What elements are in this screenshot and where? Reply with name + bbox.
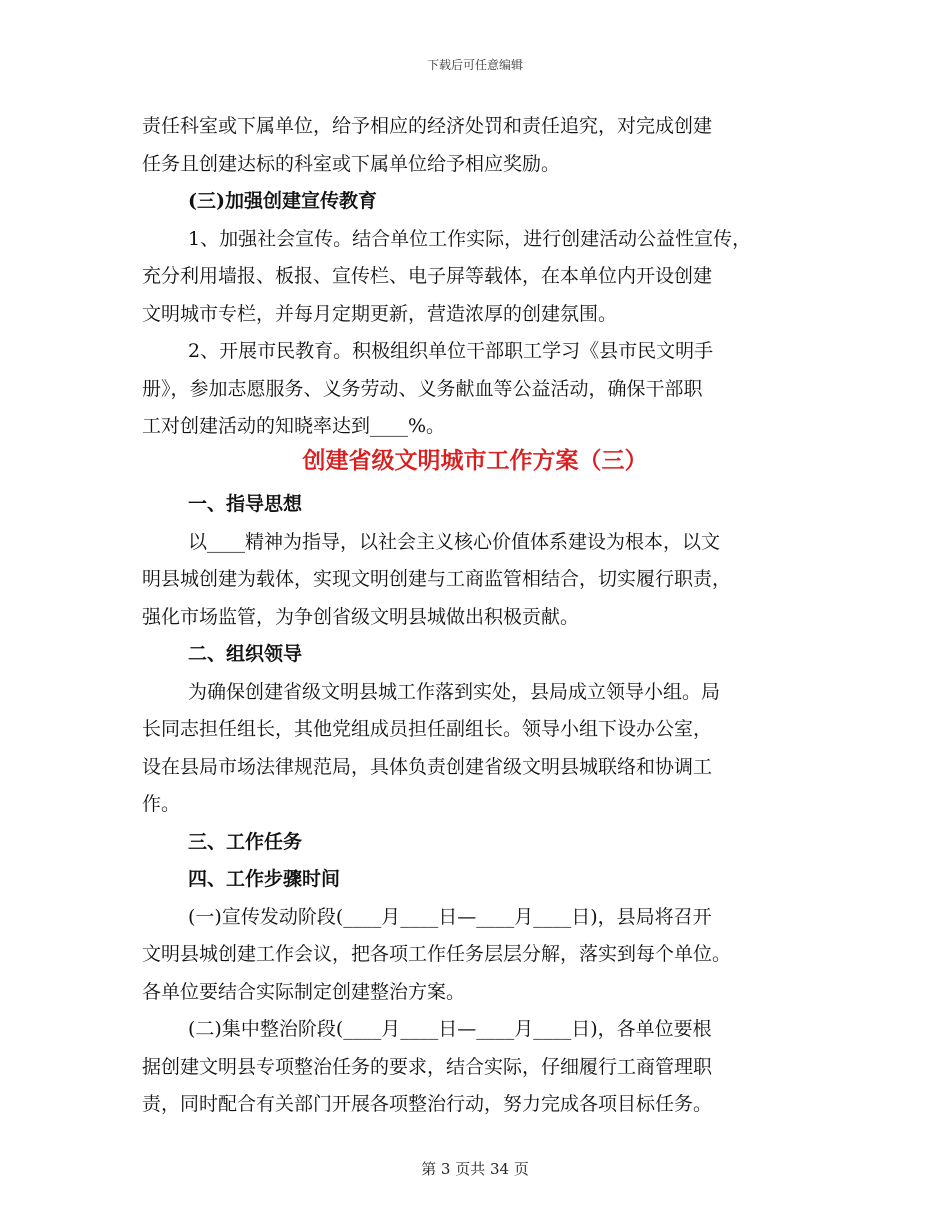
text-line: 文明县城创建工作会议，把各项工作任务层层分解，落实到每个单位。 [142, 943, 732, 965]
text-line: (二)集中整治阶段(____月____日—____月____日)，各单位要根 [188, 1018, 712, 1040]
document-title: 创建省级文明城市工作方案（三） [302, 447, 648, 474]
title-wrapper [0, 440, 950, 482]
section-heading-publicity: (三)加强创建宣传教育 [188, 190, 377, 212]
text-line: 据创建文明县专项整治任务的要求，结合实际，仔细履行工商管理职 [142, 1055, 713, 1078]
text-line: 册》，参加志愿服务、义务劳动、义务献血等公益活动，确保干部职 [142, 377, 703, 400]
section-heading-steps: 四、工作步骤时间 [188, 868, 341, 890]
text-line: 以____精神为指导，以社会主义核心价值体系建设为根本，以文 [188, 530, 721, 553]
text-line: 充分利用墙报、板报、宣传栏、电子屏等载体，在本单位内开设创建 [142, 265, 713, 287]
page-footer: 第 3 页共 34 页 [421, 1160, 529, 1178]
section-heading-guiding-thought: 一、指导思想 [188, 493, 303, 515]
paragraph-rectification-stage [142, 1011, 814, 1124]
text-line: 文明城市专栏，并每月定期更新，营造浓厚的创建氛围。 [142, 302, 618, 325]
paragraph-guiding-thought [142, 524, 814, 637]
text-line: 2、开展市民教育。积极组织单位干部职工学习《县市民文明手 [188, 340, 714, 362]
text-line: 工对创建活动的知晓率达到____%。 [142, 415, 446, 437]
text-line: (一)宣传发动阶段(____月____日—____月____日)，县局将召开 [188, 905, 712, 928]
paragraph-organization [142, 674, 814, 824]
document-body-lower [142, 486, 814, 1124]
text-line: 责，同时配合有关部门开展各项整治行动，努力完成各项目标任务。 [142, 1093, 713, 1115]
text-line: 强化市场监管，为争创省级文明县城做出积极贡献。 [142, 605, 580, 628]
section-heading-tasks: 三、工作任务 [188, 830, 303, 853]
paragraph-continuation [142, 108, 814, 183]
text-line: 长同志担任组长，其他党组成员担任副组长。领导小组下设办公室， [142, 718, 713, 740]
paragraph-social-publicity [142, 221, 814, 334]
text-line: 为确保创建省级文明县城工作落到实处，县局成立领导小组。局 [188, 680, 721, 703]
document-body [142, 108, 814, 446]
text-line: 各单位要结合实际制定创建整治方案。 [142, 980, 466, 1003]
page-header: 下载后可任意编辑 [426, 58, 523, 72]
text-line: 明县城创建为载体，实现文明创建与工商监管相结合，切实履行职责， [142, 568, 732, 590]
paragraph-citizen-education [142, 333, 814, 446]
text-line: 作。 [142, 793, 181, 815]
text-line: 1、加强社会宣传。结合单位工作实际，进行创建活动公益性宣传， [188, 227, 752, 250]
section-heading-organization: 二、组织领导 [188, 643, 303, 665]
text-line: 任务且创建达标的科室或下属单位给予相应奖励。 [142, 152, 561, 175]
text-line: 责任科室或下属单位，给予相应的经济处罚和责任追究，对完成创建 [142, 115, 713, 137]
text-line: 设在县局市场法律规范局，具体负责创建省级文明县城联络和协调工 [142, 755, 713, 778]
paragraph-publicity-stage [142, 899, 814, 1012]
